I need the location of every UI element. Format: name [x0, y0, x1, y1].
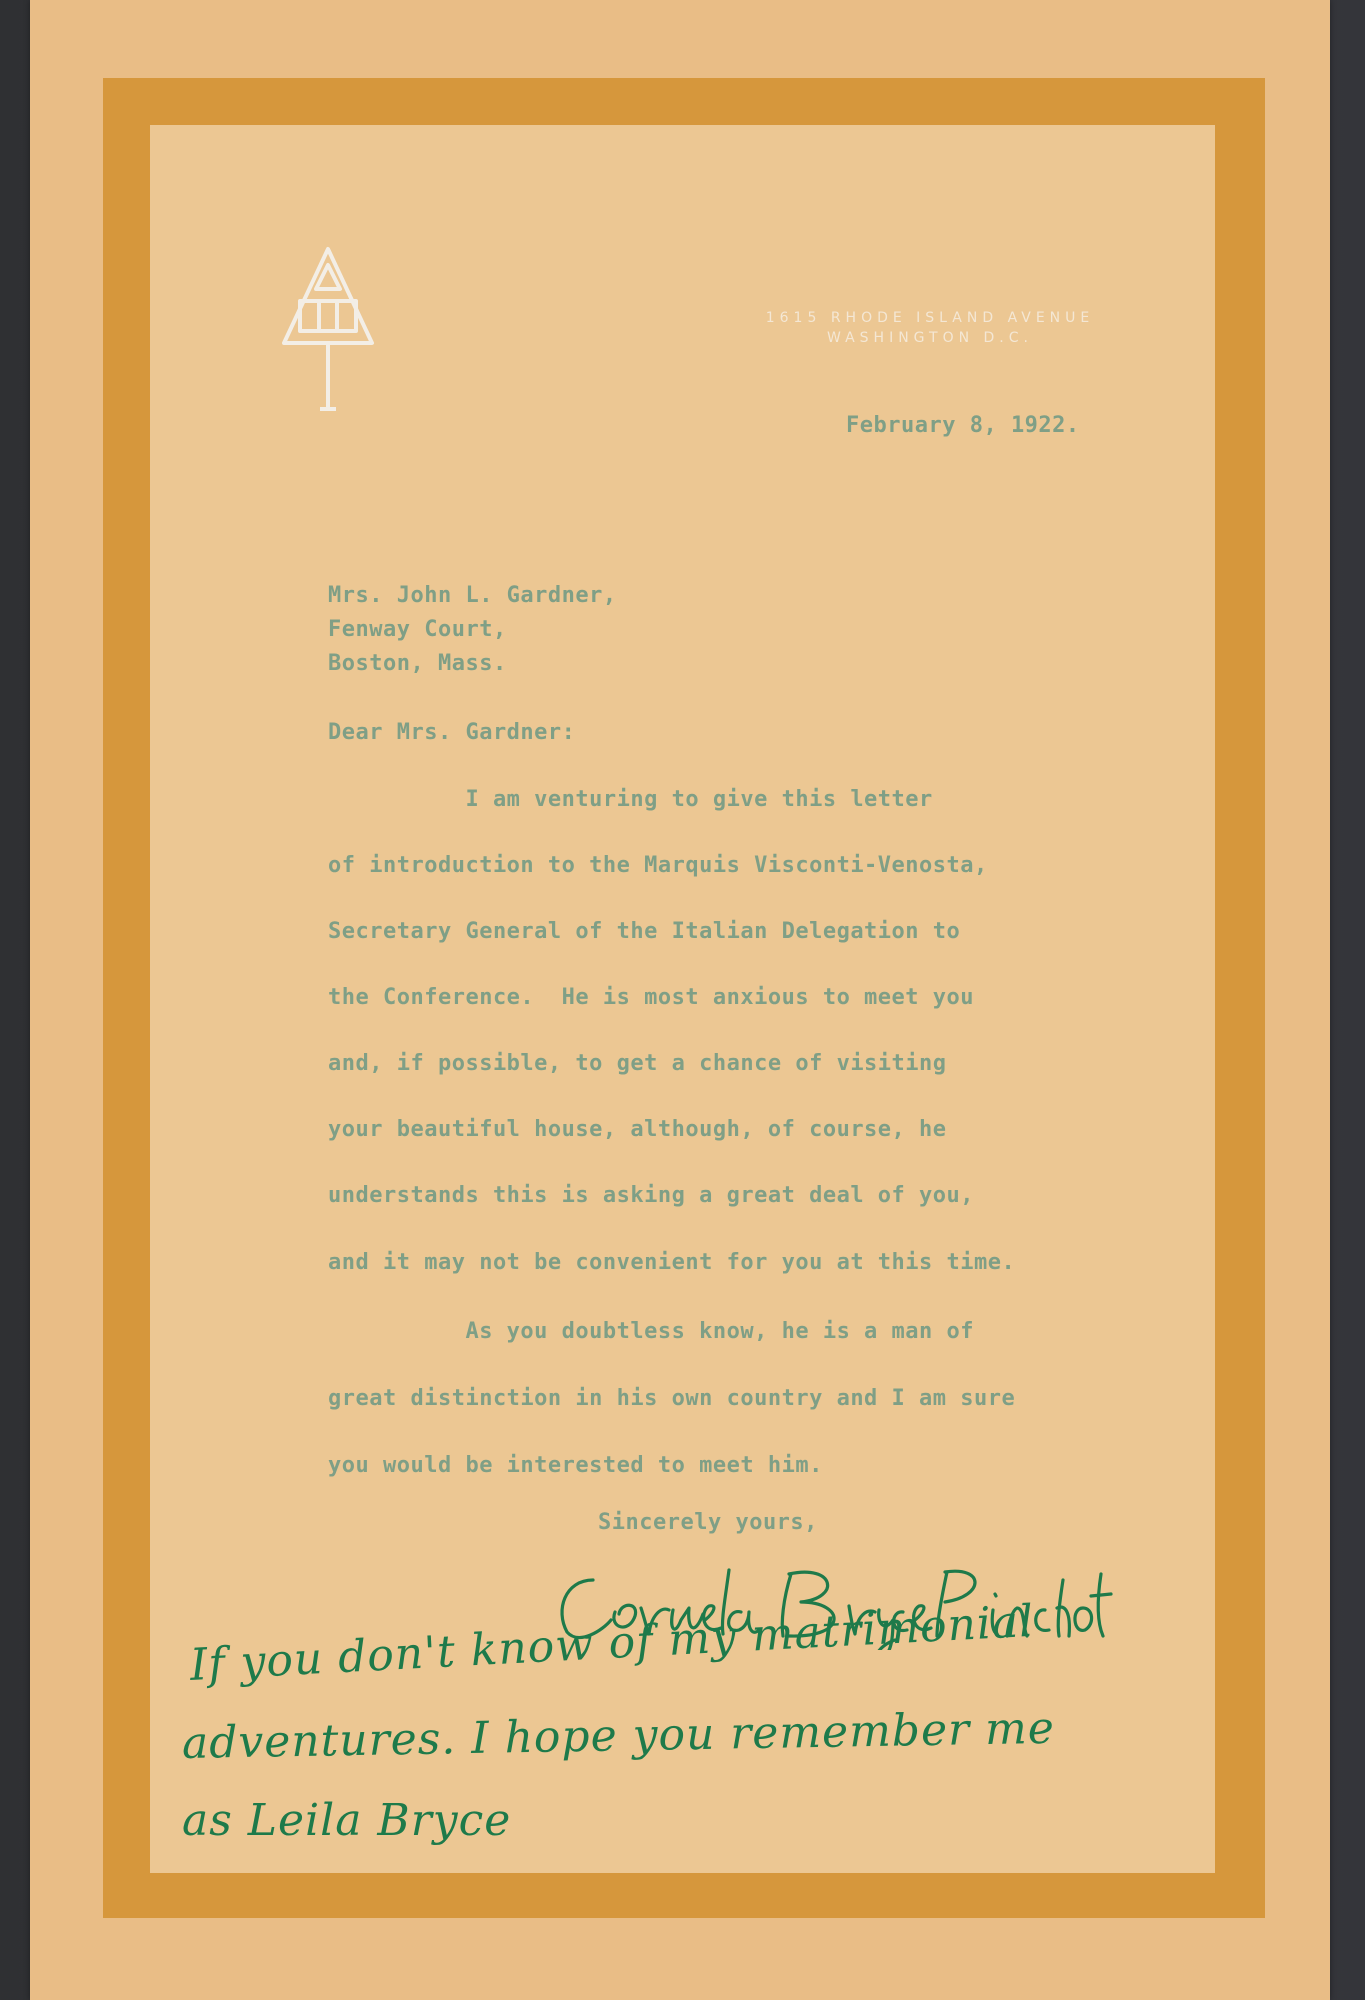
letterhead-address: [700, 308, 1160, 348]
recipient-line-2: Fenway Court,: [328, 617, 507, 642]
closing: Sincerely yours,: [598, 1510, 818, 1535]
body-line: and, if possible, to get a chance of visiting: [328, 1051, 947, 1076]
body-line: Secretary General of the Italian Delegation to: [328, 919, 961, 944]
tree-monogram-logo-icon: [278, 245, 378, 415]
body-line: and it may not be convenient for you at this time.: [328, 1250, 1016, 1275]
letterhead-line-2: WASHINGTON D.C.: [827, 330, 1033, 346]
recipient-line-3: Boston, Mass.: [328, 651, 507, 676]
letterhead-line-1: 1615 RHODE ISLAND AVENUE: [765, 310, 1095, 326]
letter-date: February 8, 1922.: [846, 413, 1080, 438]
salutation: Dear Mrs. Gardner:: [328, 720, 576, 745]
body-line: understands this is asking a great deal of you,: [328, 1183, 975, 1208]
body-line: the Conference. He is most anxious to meet you: [328, 985, 975, 1010]
body-line: of introduction to the Marquis Visconti-Venosta,: [328, 853, 988, 878]
body-line: great distinction in his own country and I am sure: [328, 1386, 1016, 1411]
handwritten-postscript-line-1: If you don't know of my matrimonial: [188, 1595, 1036, 1691]
body-line: As you doubtless know, he is a man of: [328, 1319, 975, 1344]
body-line: your beautiful house, although, of course, he: [328, 1117, 947, 1142]
body-line: I am venturing to give this letter: [328, 787, 933, 812]
handwritten-postscript-line-3: as Leila Bryce: [182, 1795, 512, 1846]
handwritten-postscript-line-2: adventures. I hope you remember me: [181, 1702, 1056, 1769]
body-line: you would be interested to meet him.: [328, 1453, 823, 1478]
recipient-line-1: Mrs. John L. Gardner,: [328, 583, 617, 608]
